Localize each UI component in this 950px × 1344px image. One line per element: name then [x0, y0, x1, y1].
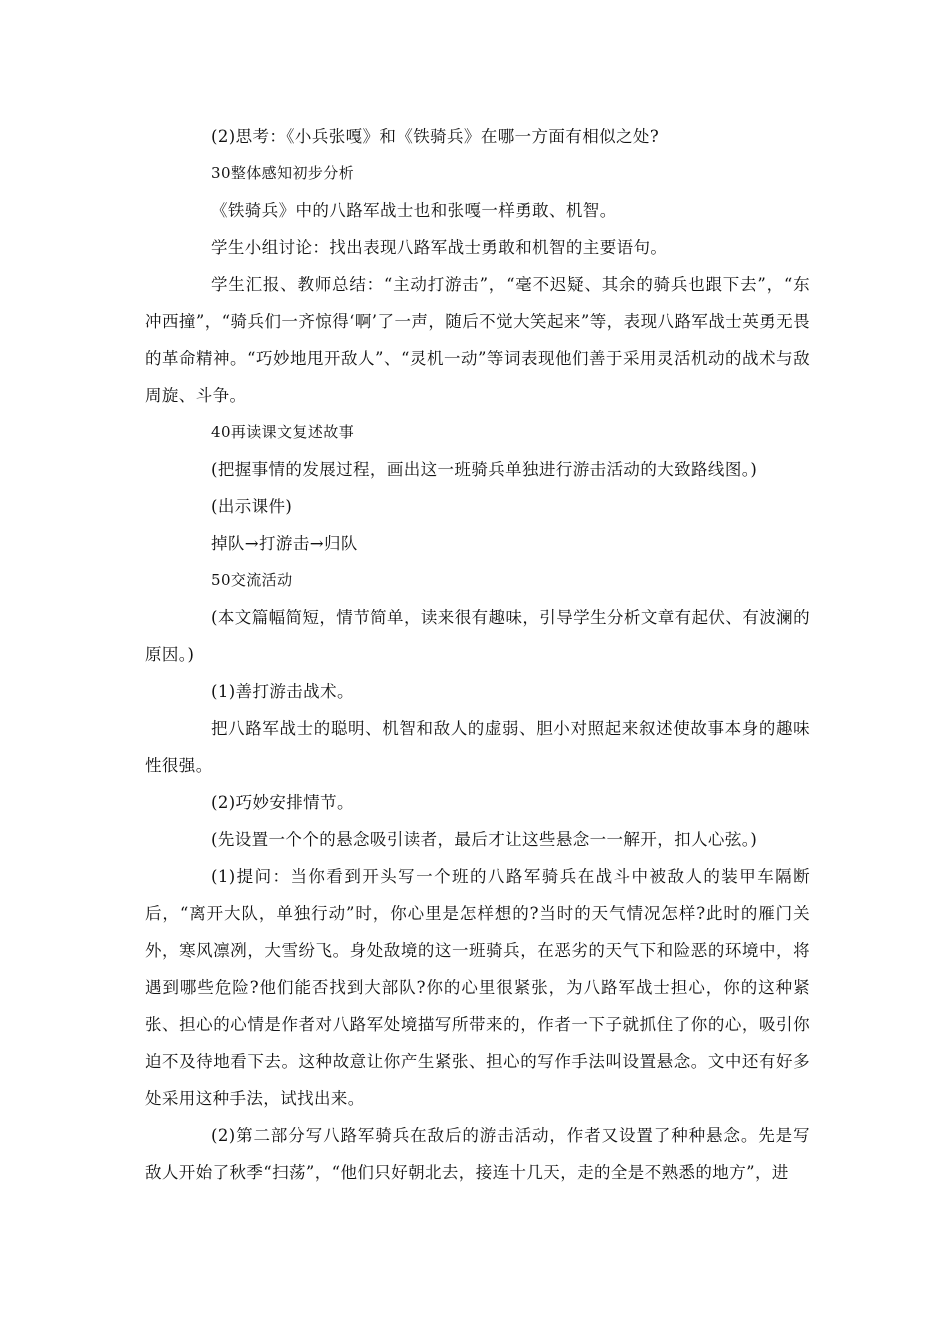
paragraph-question-suspense: (1)提问：当你看到开头写一个班的八路军骑兵在战斗中被敌人的装甲车隔断后，“离开大队，单独行动”时，你心里是怎样想的?当时的天气情况怎样?此时的雁门关外，寒风凛冽，大雪纷飞。身处敌境的这一班骑兵，在恶劣的天气下和险恶的环境中，将遇到哪些危险?他们能否找到大部队?你的心里很紧张，为八路军战士担心，你的这种紧张、担心的心情是作者对八路军处境描写所带来的，作者一下子就抓住了你的心，吸引你迫不及待地看下去。这种故意让你产生紧张、担心的写作手法叫设置悬念。文中还有好多处采用这种手法，试找出来。	[145, 867, 810, 1108]
paragraph-contrast-narration: 把八路军战士的聪明、机智和敌人的虚弱、胆小对照起来叙述使故事本身的趣味性很强。	[145, 719, 810, 775]
paragraph-think-question: (2)思考：《小兵张嘎》和《铁骑兵》在哪一方面有相似之处?	[211, 127, 660, 146]
paragraph-story-flow: 掉队→打游击→归队	[211, 534, 358, 553]
document-body	[145, 118, 810, 1191]
paragraph-group-discussion: 学生小组讨论：找出表现八路军战士勇敢和机智的主要语句。	[211, 238, 668, 257]
paragraph-route-map: (把握事情的发展过程，画出这一班骑兵单独进行游击活动的大致路线图。)	[211, 460, 758, 479]
section-heading-exchange-activity: 50交流活动	[211, 571, 293, 589]
paragraph-plot-arrangement: (2)巧妙安排情节。	[211, 793, 354, 812]
paragraph-teacher-summary: 学生汇报、教师总结：“主动打游击”，“毫不迟疑、其余的骑兵也跟下去”，“东冲西撞”，“骑兵们一齐惊得‘啊’了一声，随后不觉大笑起来”等，表现八路军战士英勇无畏的革命精神。“巧妙地甩开敌人”、“灵机一动”等词表现他们善于采用灵活机动的战术与敌周旋、斗争。	[145, 275, 810, 405]
section-heading-retell-story: 40再读课文复述故事	[211, 423, 355, 441]
paragraph-show-courseware: (出示课件)	[211, 497, 293, 516]
paragraph-suspense-setup: (先设置一个个的悬念吸引读者，最后才让这些悬念一一解开，扣人心弦。)	[211, 830, 758, 849]
paragraph-second-part: (2)第二部分写八路军骑兵在敌后的游击活动，作者又设置了种种悬念。先是写敌人开始了秋季“扫荡”，“他们只好朝北去，接连十几天，走的全是不熟悉的地方”，进	[145, 1126, 810, 1182]
paragraph-guerrilla-tactics: (1)善打游击战术。	[211, 682, 354, 701]
paragraph-text-analysis: (本文篇幅简短，情节简单，读来很有趣味，引导学生分析文章有起伏、有波澜的原因。)	[145, 608, 810, 664]
section-heading-overall-perception: 30整体感知初步分析	[211, 164, 355, 182]
paragraph-brave-wise: 《铁骑兵》中的八路军战士也和张嘎一样勇敢、机智。	[211, 201, 617, 220]
